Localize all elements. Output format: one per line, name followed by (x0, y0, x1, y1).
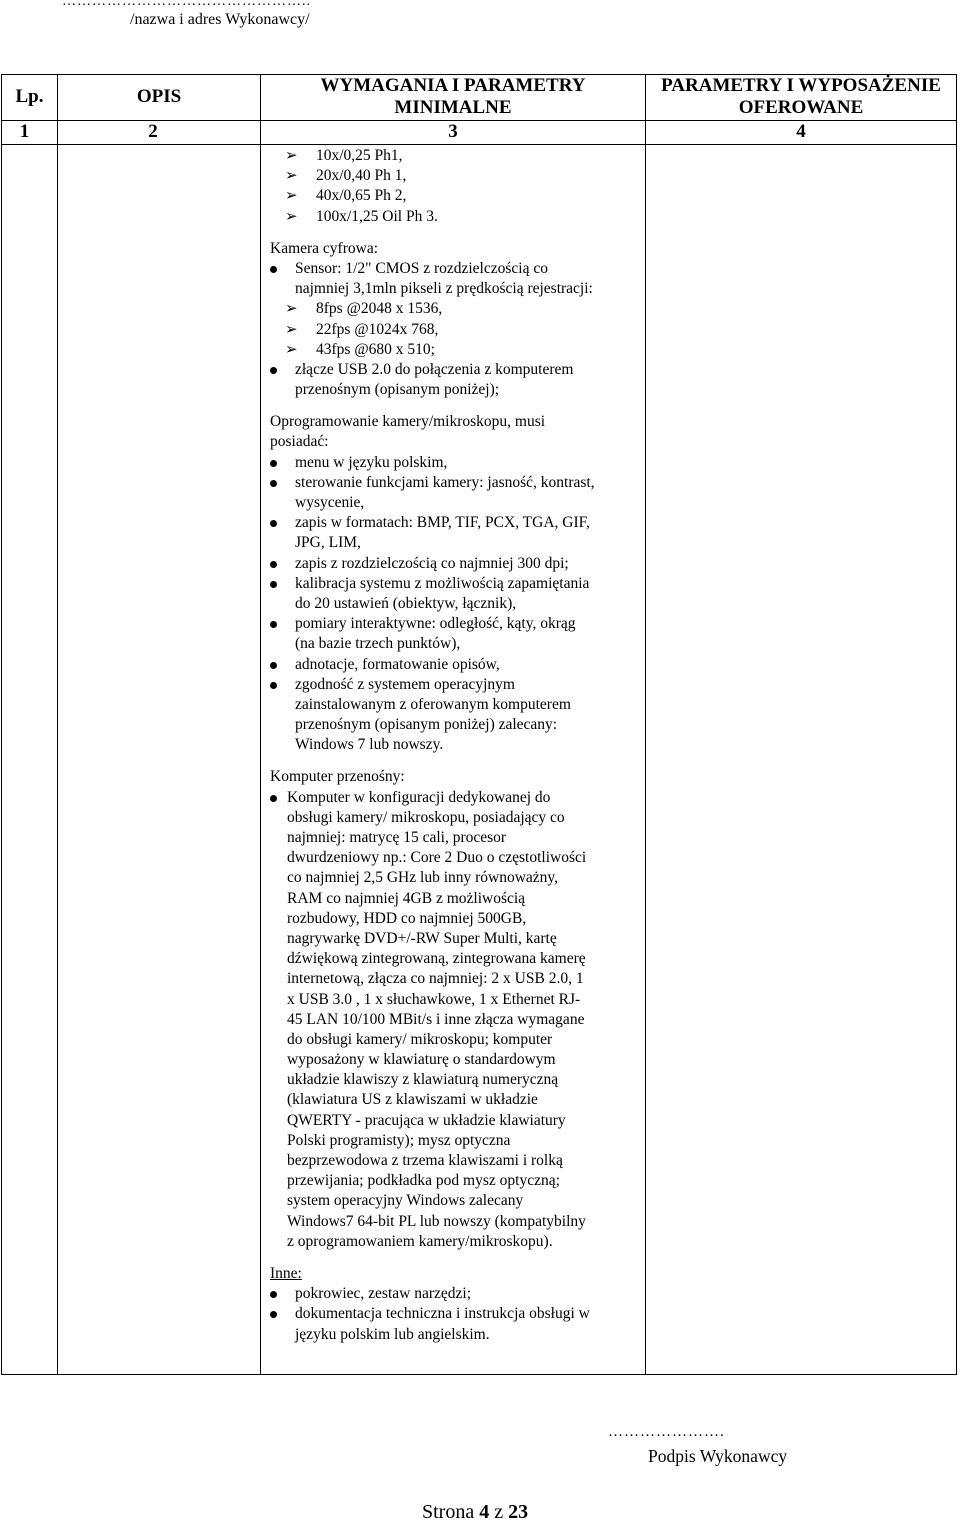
list-item: ➢ 40x/0,65 Ph 2, (270, 186, 642, 206)
arrow-bullet-icon: ➢ (285, 341, 298, 358)
list-item: ➢ 10x/0,25 Ph1, (270, 146, 642, 166)
list-item: ➢ 20x/0,40 Ph 1, (270, 166, 642, 186)
column-number-2: 2 (148, 121, 158, 142)
header-lp: Lp. (15, 86, 44, 107)
computer-title: Komputer przenośny: (270, 768, 405, 786)
vendor-name-dots: ………………………………………….. (62, 0, 311, 9)
column-number-1: 1 (19, 121, 30, 142)
header-offered (646, 75, 956, 119)
bullet-icon (270, 561, 277, 568)
computer-line: najmniej: matrycę 15 cali, procesor (287, 829, 507, 846)
column-number-3: 3 (448, 121, 458, 142)
list-item: pomiary interaktywne: odległość, kąty, okrąg (na bazie trzech punktów), (270, 614, 642, 654)
table-divider-2 (260, 74, 261, 1375)
bullet-icon (270, 480, 277, 487)
table-divider-3 (645, 74, 646, 1375)
list-item (270, 788, 642, 1252)
list-item: menu w języku polskim, (270, 453, 642, 473)
list-item: pokrowiec, zestaw narzędzi; (270, 1284, 642, 1304)
arrow-bullet-icon: ➢ (285, 301, 298, 318)
computer-line: bezprzewodowa z trzema klawiszami i rolką (287, 1152, 563, 1169)
list-item: zapis z rozdzielczością co najmniej 300 dpi; (270, 554, 642, 574)
vendor-name-label: /nazwa i adres Wykonawcy/ (130, 11, 310, 28)
computer-line: RAM co najmniej 4GB z możliwością (287, 889, 526, 907)
computer-line: co najmniej 2,5 GHz lub inny równoważny, (287, 869, 559, 887)
list-item: ➢ 8fps @2048 x 1536, (270, 299, 642, 319)
computer-line: system operacyjny Windows zalecany (287, 1192, 524, 1210)
computer-description (270, 788, 642, 1252)
requirements-cell (270, 146, 642, 1345)
header-requirements-line2: MINIMALNE (394, 97, 512, 118)
bullet-icon (270, 460, 277, 467)
bullet-icon (270, 367, 277, 374)
table-border-left (1, 74, 2, 1375)
list-item: kalibracja systemu z możliwością zapamiętania do 20 ustawień (obiektyw, łącznik), (270, 574, 642, 614)
bullet-icon (270, 662, 277, 669)
signature-label: Podpis Wykonawcy (648, 1446, 788, 1466)
computer-line: nagrywarkę DVD+/-RW Super Multi, kartę (287, 929, 557, 947)
column-number-4: 4 (796, 121, 806, 142)
bullet-icon (270, 581, 277, 588)
computer-line: dwurdzeniowy np.: Core 2 Duo o częstotliwości (287, 849, 587, 867)
computer-line: Komputer w konfiguracji dedykowanej do (287, 788, 551, 806)
list-item: ➢ 43fps @680 x 510; (270, 340, 642, 360)
bullet-icon (270, 682, 277, 689)
software-title-line1: Oprogramowanie kamery/mikroskopu, musi (270, 413, 546, 431)
computer-line: obsługi kamery/ mikroskopu, posiadający co (287, 808, 565, 826)
table-border-header-bottom (1, 120, 957, 121)
arrow-bullet-icon: ➢ (285, 168, 298, 185)
header-opis: OPIS (136, 86, 182, 107)
computer-line: z oprogramowaniem kamery/mikroskopu). (287, 1232, 553, 1250)
arrow-bullet-icon: ➢ (285, 208, 298, 225)
list-item: dokumentacja techniczna i instrukcja obsługi w języku polskim lub angielskim. (270, 1304, 642, 1344)
list-item: sterowanie funkcjami kamery: jasność, kontrast, wysycenie, (270, 473, 642, 513)
list-item: zgodność z systemem operacyjnym zainstalowanym z oferowanym komputerem przenośnym (opisanym poniżej) zalecany: Windows 7 lub nowszy. (270, 675, 642, 756)
page-number: Strona 4 z 23 (422, 1501, 529, 1523)
computer-line: 45 LAN 10/100 MBit/s i inne złącza wymagane (287, 1010, 585, 1028)
computer-line: internetową, złącza co najmniej: 2 x USB 2.0, 1 (287, 970, 584, 988)
list-item: adnotacje, formatowanie opisów, (270, 655, 642, 675)
computer-line: Polski programisty); mysz optyczna (287, 1131, 511, 1149)
computer-line: układzie klawiszy z klawiaturą numeryczną (287, 1071, 559, 1089)
computer-line: x USB 3.0 , 1 x słuchawkowe, 1 x Ethernet RJ- (287, 990, 581, 1008)
computer-line: QWERTY - pracująca w układzie klawiatury (287, 1111, 566, 1129)
header-requirements-line1: WYMAGANIA I PARAMETRY (320, 75, 586, 96)
computer-line: wyposażony w klawiaturę o standardowym (287, 1051, 556, 1069)
bullet-icon (270, 266, 277, 273)
arrow-bullet-icon: ➢ (285, 188, 298, 205)
camera-title: Kamera cyfrowa: (270, 239, 379, 257)
table-border-bottom (1, 1374, 957, 1375)
computer-line: do obsługi kamery/ mikroskopu; komputer (287, 1030, 553, 1048)
bullet-icon (270, 795, 277, 802)
header-offered-line1: PARAMETRY I WYPOSAŻENIE (661, 75, 941, 96)
signature-dots: …………………. (608, 1424, 725, 1440)
list-item: złącze USB 2.0 do połączenia z komputerem przenośnym (opisanym poniżej); (270, 360, 642, 400)
computer-line: dźwiękową zintegrowaną, zintegrowana kamerę (287, 950, 586, 968)
list-item: ➢ 22fps @1024x 768, (270, 320, 642, 340)
header-offered-line2: OFEROWANE (738, 97, 864, 118)
list-item: Sensor: 1/2" CMOS z rozdzielczością co najmniej 3,1mln pikseli z prędkością rejestracji: (270, 259, 642, 299)
software-title-line2: posiadać: (270, 433, 329, 451)
other-title: Inne: (270, 1264, 302, 1282)
arrow-bullet-icon: ➢ (285, 321, 298, 338)
list-item: zapis w formatach: BMP, TIF, PCX, TGA, GIF, JPG, LIM, (270, 513, 642, 553)
computer-line: rozbudowy, HDD co najmniej 500GB, (287, 909, 527, 927)
computer-line: (klawiatura US z klawiszami w układzie (287, 1091, 538, 1109)
table-divider-1 (57, 74, 58, 1375)
arrow-bullet-icon: ➢ (285, 148, 298, 164)
table-border-numbers-bottom (1, 144, 957, 145)
table-border-right (956, 74, 957, 1375)
computer-line: Windows7 64-bit PL lub nowszy (kompatybilny (287, 1212, 586, 1230)
header-requirements (261, 75, 645, 119)
computer-line: przewijania; podkładka pod mysz optyczną; (287, 1172, 560, 1190)
list-item: ➢ 100x/1,25 Oil Ph 3. (270, 207, 642, 227)
